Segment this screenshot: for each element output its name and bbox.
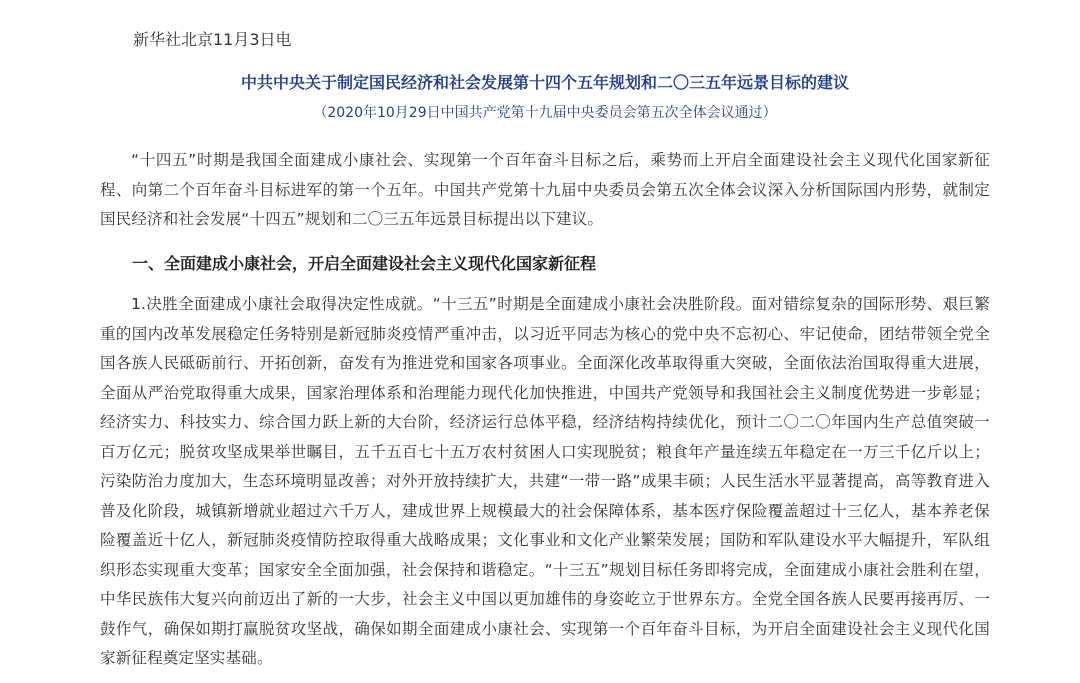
section-paragraph: 1.决胜全面建成小康社会取得决定性成就。“十三五”时期是全面建成小康社会决胜阶段。面对错综复杂的国际形势、艰巨繁重的国内改革发展稳定任务特别是新冠肺炎疫情严重冲击，以习近平同志为核心的党中央不忘初心、牢记使命，团结带领全党全国各族人民砥砺前行、开拓创新，奋发有为推进党和国家各项事业。全面深化改革取得重大突破，全面依法治国取得重大进展，全面从严治党取得重大成果，国家治理体系和治理能力现代化加快推进，中国共产党领导和我国社会主义制度优势进一步彰显；经济实力、科技实力、综合国力跃上新的大台阶，经济运行总体平稳，经济结构持续优化，预计二〇二〇年国内生产总值突破一百万亿元；脱贫攻坚成果举世瞩目，五千五百七十五万农村贫困人口实现脱贫；粮食年产量连续五年稳定在一万三千亿斤以上；污染防治力度加大，生态环境明显改善；对外开放持续扩大，共建“一带一路”成果丰硕；人民生活水平显著提高，高等教育进入普及化阶段，城镇新增就业超过六千万人，建成世界上规模最大的社会保障体系，基本医疗保险覆盖超过十三亿人，基本养老保险覆盖近十亿人，新冠肺炎疫情防控取得重大战略成果；文化事业和文化产业繁荣发展；国防和军队建设水平大幅提升，军队组织形态实现重大变革；国家安全全面加强，社会保持和谐稳定。“十三五”规划目标任务即将完成，全面建成小康社会胜利在望，中华民族伟大复兴向前迈出了新的一大步，社会主义中国以更加雄伟的身姿屹立于世界东方。全党全国各族人民要再接再厉、一鼓作气，确保如期打赢脱贫攻坚战，确保如期全面建成小康社会、实现第一个百年奋斗目标，为开启全面建设社会主义现代化国家新征程奠定坚实基础。	[100, 295, 990, 667]
article-subtitle: （2020年10月29日中国共产党第十九届中央委员会第五次全体会议通过）	[313, 105, 777, 121]
section-heading: 一、全面建成小康社会，开启全面建设社会主义现代化国家新征程	[132, 254, 597, 273]
article-title: 中共中央关于制定国民经济和社会发展第十四个五年规划和二〇三五年远景目标的建议	[240, 73, 849, 92]
dateline: 新华社北京11月3日电	[133, 30, 292, 49]
intro-paragraph: “十四五”时期是我国全面建成小康社会、实现第一个百年奋斗目标之后，乘势而上开启全面建设社会主义现代化国家新征程、向第二个百年奋斗目标进军的第一个五年。中国共产党第十九届中央委员会第五次全体会议深入分析国际国内形势，就制定国民经济和社会发展“十四五”规划和二〇三五年远景目标提出以下建议。	[100, 151, 990, 228]
